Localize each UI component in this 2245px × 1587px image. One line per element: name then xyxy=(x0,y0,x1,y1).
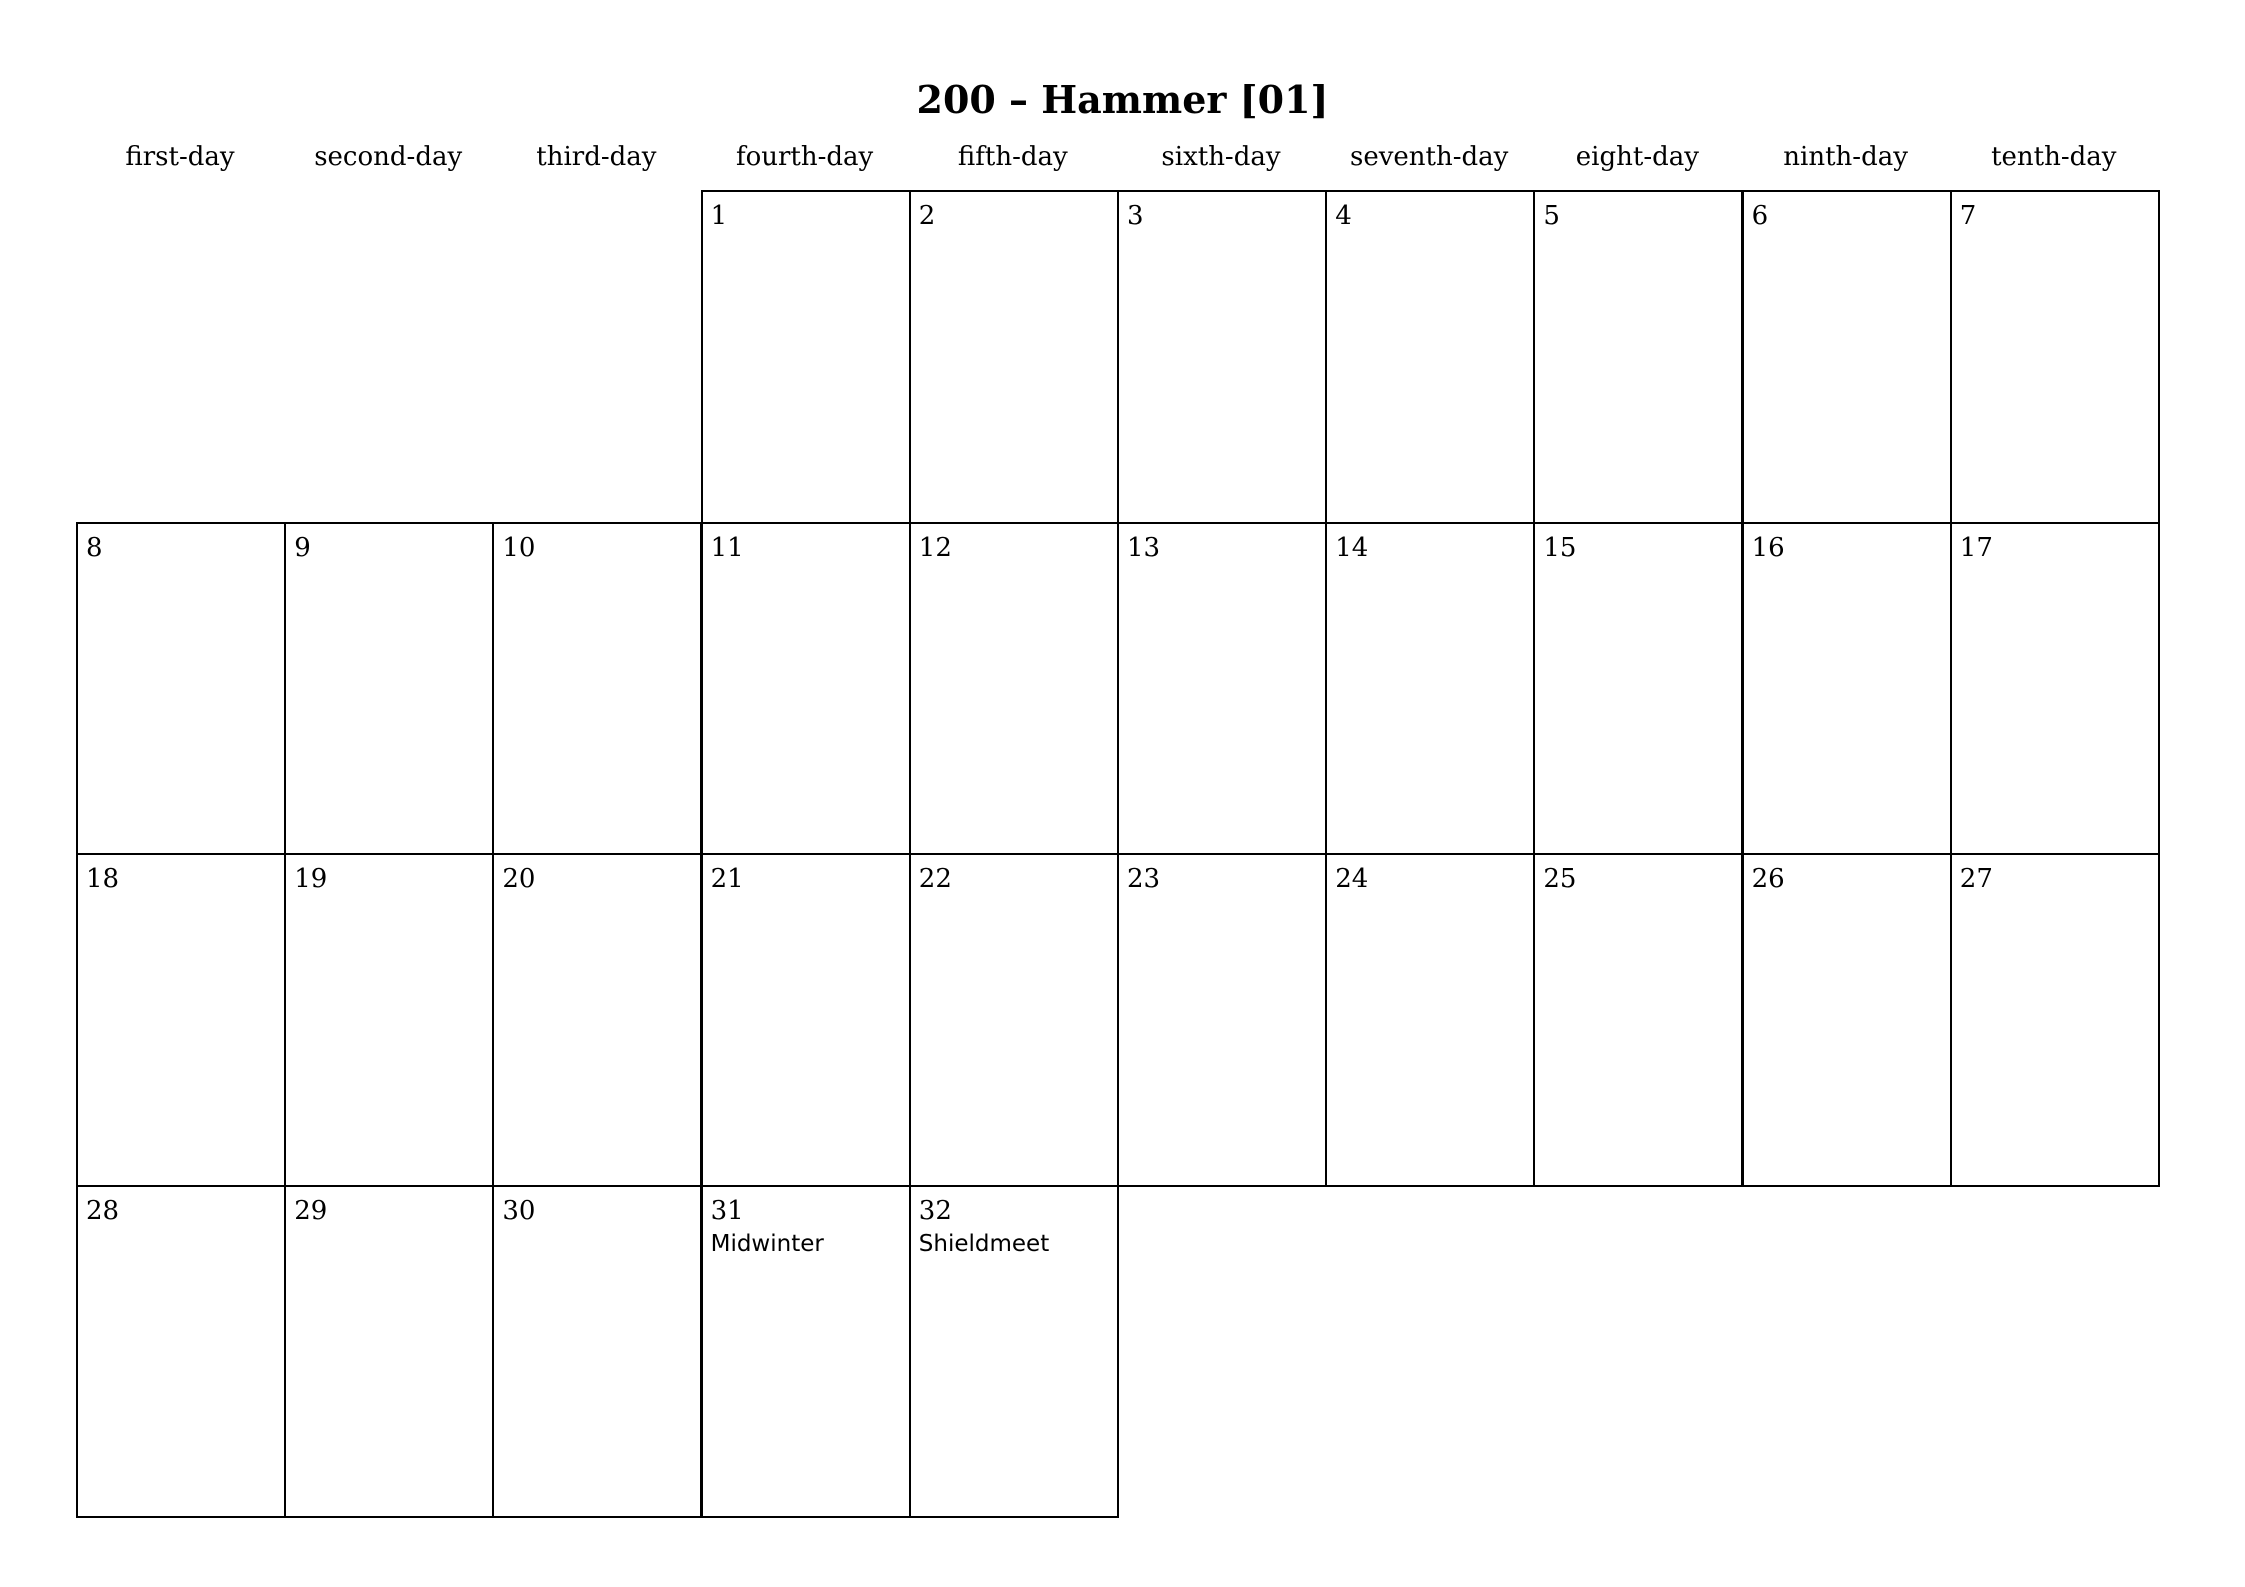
weekday-header-seventh-day: seventh-day xyxy=(1350,142,1509,172)
day-cell xyxy=(492,522,702,856)
day-number: 18 xyxy=(86,864,120,894)
day-cell xyxy=(284,522,494,856)
day-event: Shieldmeet xyxy=(918,1230,1050,1257)
day-number: 23 xyxy=(1127,864,1161,894)
day-cell xyxy=(1325,190,1535,524)
day-event: Midwinter xyxy=(710,1230,824,1257)
day-cell xyxy=(492,853,702,1187)
day-number: 11 xyxy=(710,532,744,563)
day-cell xyxy=(76,522,286,856)
day-cell xyxy=(76,853,286,1187)
day-cell xyxy=(1742,522,1952,856)
calendar-title: 200 – Hammer [01] xyxy=(916,77,1329,122)
day-number: 22 xyxy=(918,864,952,894)
day-number: 14 xyxy=(1335,532,1369,563)
day-cell xyxy=(701,522,911,856)
day-cell xyxy=(1950,853,2160,1187)
day-cell xyxy=(1533,522,1743,856)
day-cell xyxy=(284,1185,494,1519)
day-cell xyxy=(909,190,1119,524)
day-number: 8 xyxy=(86,532,103,563)
day-number: 9 xyxy=(294,532,311,563)
day-number: 25 xyxy=(1543,864,1577,894)
day-cell xyxy=(1117,853,1327,1187)
day-number: 20 xyxy=(502,864,536,894)
day-number: 28 xyxy=(86,1195,120,1226)
weekday-header-first-day: first-day xyxy=(125,142,235,172)
weekday-header-ninth-day: ninth-day xyxy=(1783,142,1908,172)
day-cell xyxy=(1533,190,1743,524)
day-cell xyxy=(1117,522,1327,856)
weekday-header-second-day: second-day xyxy=(314,142,463,172)
day-cell xyxy=(76,1185,286,1519)
weekday-header-eight-day: eight-day xyxy=(1575,142,1699,172)
day-number: 29 xyxy=(294,1195,328,1226)
weekday-header-fourth-day: fourth-day xyxy=(735,142,874,172)
weekday-header-sixth-day: sixth-day xyxy=(1161,142,1281,172)
day-number: 32 xyxy=(918,1195,952,1226)
day-number: 4 xyxy=(1335,201,1352,231)
day-number: 31 xyxy=(710,1195,744,1226)
weekday-header-tenth-day: tenth-day xyxy=(1991,142,2117,172)
day-number: 19 xyxy=(294,864,328,894)
day-cell xyxy=(284,853,494,1187)
day-number: 10 xyxy=(502,532,536,563)
day-cell xyxy=(701,853,911,1187)
day-number: 27 xyxy=(1959,864,1993,894)
day-number: 30 xyxy=(502,1195,536,1226)
day-cell xyxy=(1950,522,2160,856)
day-cell xyxy=(492,1185,702,1519)
day-cell xyxy=(1533,853,1743,1187)
day-cell xyxy=(701,190,911,524)
day-number: 16 xyxy=(1751,532,1785,563)
weekday-header-fifth-day: fifth-day xyxy=(957,142,1068,172)
day-number: 1 xyxy=(710,201,728,231)
day-number: 3 xyxy=(1127,201,1144,231)
day-cell xyxy=(1325,853,1535,1187)
day-number: 2 xyxy=(918,201,936,231)
day-number: 17 xyxy=(1959,532,1993,563)
weekday-header-third-day: third-day xyxy=(536,142,657,172)
day-cell xyxy=(1325,522,1535,856)
day-cell xyxy=(1742,190,1952,524)
day-cell xyxy=(701,1185,911,1519)
day-cell xyxy=(1117,190,1327,524)
day-number: 7 xyxy=(1959,201,1977,231)
day-cell xyxy=(909,853,1119,1187)
day-number: 6 xyxy=(1751,201,1769,231)
day-cell xyxy=(909,1185,1119,1519)
day-number: 24 xyxy=(1335,864,1369,894)
day-number: 21 xyxy=(710,864,744,894)
day-number: 5 xyxy=(1543,201,1560,231)
day-cell xyxy=(909,522,1119,856)
day-number: 26 xyxy=(1751,864,1785,894)
day-number: 15 xyxy=(1543,532,1577,563)
day-cell xyxy=(1950,190,2160,524)
day-number: 13 xyxy=(1127,532,1161,563)
day-number: 12 xyxy=(918,532,952,563)
day-cell xyxy=(1742,853,1952,1187)
